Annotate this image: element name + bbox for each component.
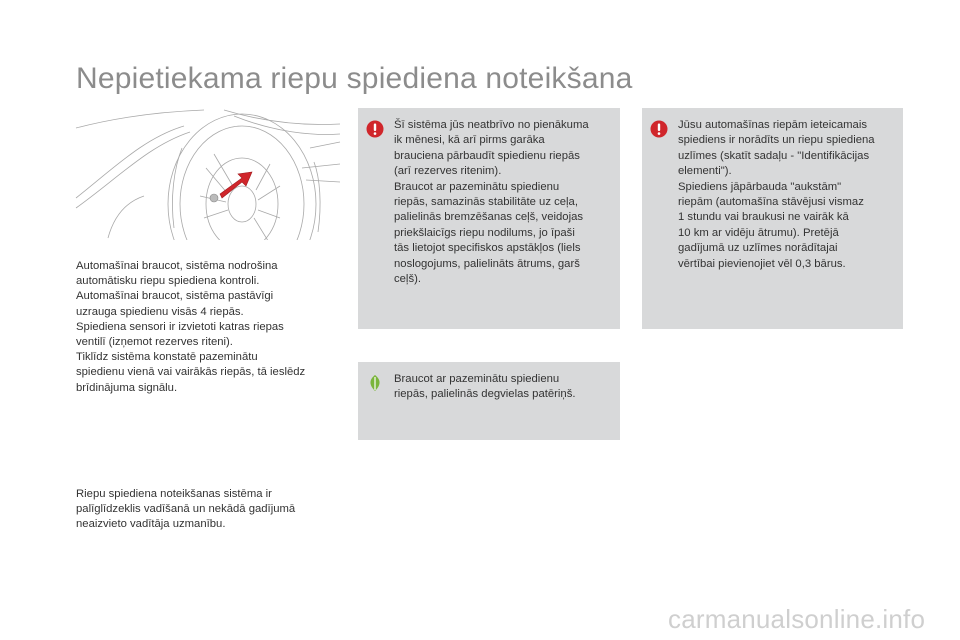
warning-line: Jūsu automašīnas riepām ieteicamais: [678, 119, 867, 131]
intro-line: Spiediena sensori ir izvietoti katras riepas: [76, 320, 284, 333]
warning-line: uzlīmes (skatīt sadaļu - "Identifikācijas: [678, 149, 870, 162]
assist-line: Riepu spiediena noteikšanas sistēma ir: [76, 488, 272, 500]
eco-leaf-icon: [366, 374, 384, 392]
warning-line: riepās, samazinās stabilitāte uz ceļa,: [394, 196, 578, 209]
warning-line: ik mēnesi, kā arī pirms garāka: [394, 134, 545, 147]
warning-line: riepām (automašīna stāvējusi vismaz: [678, 196, 864, 209]
intro-line: brīdinājuma signālu.: [76, 381, 178, 394]
intro-line: ventilī (izņemot rezerves riteni).: [76, 336, 233, 349]
warning-line: brauciena pārbaudīt spiedienu riepās: [394, 149, 580, 162]
warning-line: palielinās bremzēšanas ceļš, veidojas: [394, 211, 584, 224]
warning-line: Šī sistēma jūs neatbrīvo no pienākuma: [394, 119, 589, 131]
warning-line: ceļš).: [394, 273, 421, 286]
intro-line: Tiklīdz sistēma konstatē pazeminātu: [76, 351, 258, 364]
eco-line: Braucot ar pazeminātu spiedienu: [394, 373, 560, 385]
page-title: Nepietiekama riepu spiediena noteikšana: [76, 62, 633, 95]
assist-line: neaizvieto vadītāja uzmanību.: [76, 518, 226, 531]
warning-box-2-text: [678, 118, 875, 272]
intro-paragraph: [76, 259, 305, 396]
intro-line: Automašīnai braucot, sistēma nodrošina: [76, 260, 278, 272]
tire-valve-illustration: [74, 108, 342, 240]
warning-line: (arī rezerves ritenim).: [394, 165, 502, 178]
warning-line: vērtībai pievienojiet vēl 0,3 bārus.: [678, 257, 846, 270]
warning-exclamation-icon: [650, 120, 668, 138]
warning-line: spiediens ir norādīts un riepu spiediena: [678, 134, 875, 147]
warning-line: gadījumā uz uzlīmes norādītajai: [678, 242, 838, 255]
warning-line: Braucot ar pazeminātu spiedienu: [394, 180, 560, 193]
warning-box-maintenance: [358, 108, 620, 329]
warning-line: tās lietojot specifiskos apstākļos (liels: [394, 242, 581, 255]
warning-line: priekšlaicīgs riepu nodilums, jo īpaši: [394, 226, 575, 239]
warning-line: Spiediens jāpārbauda "aukstām": [678, 180, 842, 193]
assist-paragraph: [76, 487, 295, 533]
eco-box-fuel: [358, 362, 620, 440]
eco-line: riepās, palielinās degvielas patēriņš.: [394, 388, 576, 401]
intro-line: uzrauga spiedienu visās 4 riepās.: [76, 305, 244, 318]
warning-line: 10 km ar vidēju ātrumu). Pretējā: [678, 226, 839, 239]
eco-box-text: [394, 372, 575, 403]
warning-line: noslogojums, palielināts ātrums, garš: [394, 257, 580, 270]
warning-line: 1 stundu vai braukusi ne vairāk kā: [678, 211, 849, 224]
warning-box-1-text: [394, 118, 589, 287]
warning-line: elementi").: [678, 165, 732, 178]
intro-line: automātisku riepu spiediena kontroli.: [76, 275, 260, 288]
assist-line: palīglīdzeklis vadīšanā un nekādā gadījumā: [76, 503, 296, 516]
warning-exclamation-icon: [366, 120, 384, 138]
warning-box-recommended-pressure: [642, 108, 903, 329]
watermark: carmanualsonline.info: [668, 604, 926, 634]
intro-line: spiedienu vienā vai vairākās riepās, tā ieslēdz: [76, 366, 306, 379]
intro-line: Automašīnai braucot, sistēma pastāvīgi: [76, 290, 274, 303]
